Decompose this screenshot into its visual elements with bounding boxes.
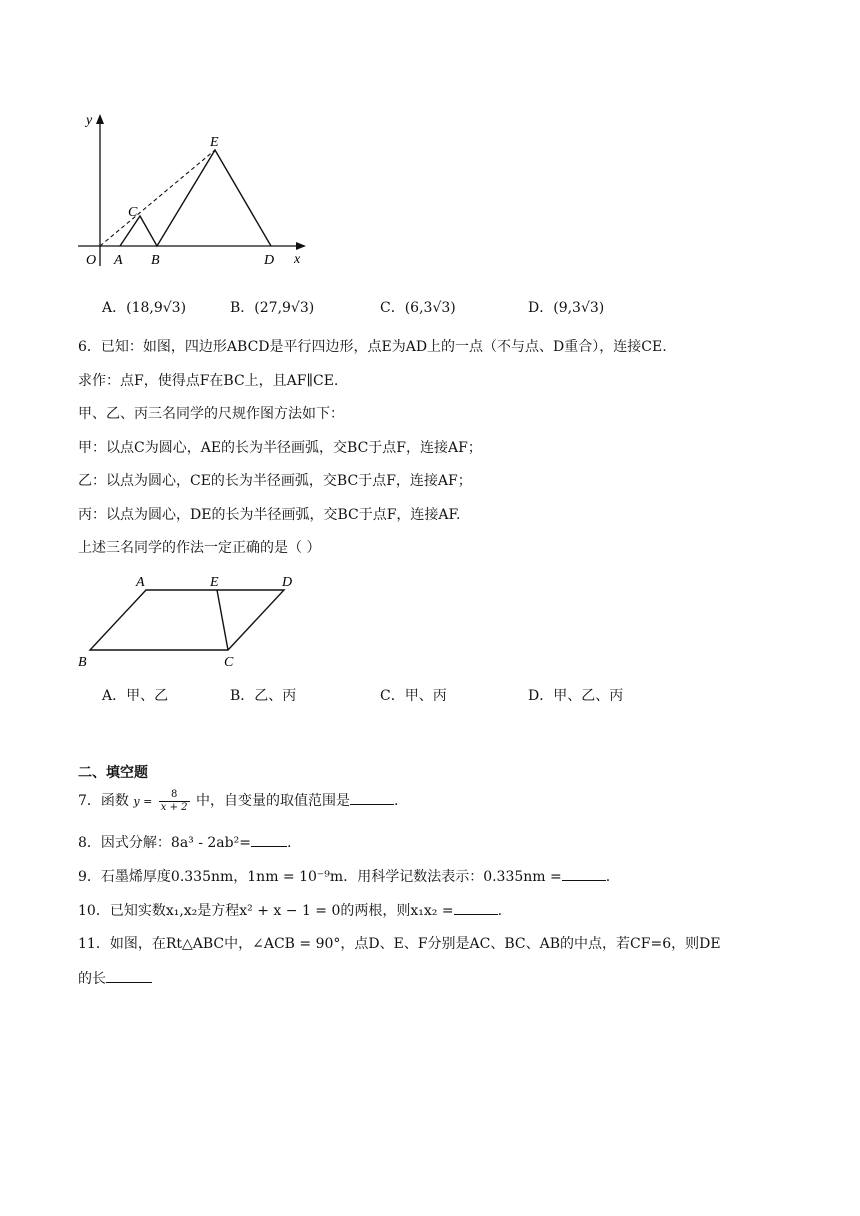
q8: 8．因式分解：8a³ - 2ab²= . bbox=[78, 832, 291, 853]
q11-line2: 的长 bbox=[78, 968, 152, 989]
q6-option-d[interactable]: D．甲、乙、丙 bbox=[528, 688, 624, 704]
q6-line4: 甲：以点C为圆心，AE的长为半径画弧，交BC于点F，连接AF； bbox=[78, 440, 482, 456]
para-label-C: C bbox=[224, 655, 234, 670]
q6-option-c[interactable]: C．甲、丙 bbox=[380, 688, 447, 704]
q7-blank[interactable] bbox=[350, 790, 394, 805]
label-O: O bbox=[86, 253, 97, 268]
q6-line6: 丙：以点为圆心，DE的长为半径画弧，交BC于点F，连接AF. bbox=[78, 507, 461, 523]
q10-blank[interactable] bbox=[454, 900, 498, 915]
coordinate-figure bbox=[78, 108, 318, 278]
q5-option-b[interactable]: B．(27,9√3) bbox=[230, 300, 315, 316]
q7-fraction: $\frac{8}{x + 2}$ bbox=[160, 788, 188, 813]
y-axis-label: y bbox=[86, 113, 93, 128]
q6-line3: 甲、乙、丙三名同学的尺规作图方法如下： bbox=[78, 406, 344, 422]
q5-option-a[interactable]: A．(18,9√3) bbox=[102, 300, 187, 316]
q6-line1: 6．已知：如图，四边形ABCD是平行四边形，点E为AD上的一点（不与点、D重合），连接CE. bbox=[78, 339, 667, 355]
q10: 10．已知实数x₁,x₂是方程x² + x − 1 = 0的两根，则x₁x₂ = . bbox=[78, 900, 502, 921]
q6-line7: 上述三名同学的作法一定正确的是（ ） bbox=[78, 540, 321, 556]
q8-blank[interactable] bbox=[251, 832, 287, 847]
x-axis-label: x bbox=[294, 252, 301, 267]
label-B: B bbox=[151, 253, 160, 268]
label-C: C bbox=[128, 205, 138, 220]
parallelogram-figure bbox=[76, 570, 316, 670]
para-label-D: D bbox=[282, 575, 293, 590]
q6-option-b[interactable]: B．乙、丙 bbox=[230, 688, 297, 704]
label-A: A bbox=[114, 253, 123, 268]
q11-blank[interactable] bbox=[106, 968, 152, 983]
q5-option-d[interactable]: D．(9,3√3) bbox=[528, 300, 605, 316]
section-title: 二、填空题 bbox=[78, 765, 148, 781]
q6-line5: 乙：以点为圆心，CE的长为半径画弧，交BC于点F，连接AF； bbox=[78, 473, 472, 489]
q7: 7．函数 y = $\frac{8}{x + 2}$ 中，自变量的取值范围是 . bbox=[78, 788, 399, 813]
q6-option-a[interactable]: A．甲、乙 bbox=[102, 688, 169, 704]
label-E: E bbox=[210, 135, 219, 150]
q9-blank[interactable] bbox=[562, 866, 606, 881]
para-label-B: B bbox=[78, 655, 87, 670]
q6-line2: 求作：点F，使得点F在BC上，且AF∥CE. bbox=[78, 373, 339, 389]
q9: 9．石墨烯厚度0.335nm，1nm = 10⁻⁹m．用科学记数法表示：0.335nm = . bbox=[78, 866, 610, 887]
q5-option-c[interactable]: C．(6,3√3) bbox=[380, 300, 456, 316]
para-label-E: E bbox=[210, 575, 219, 590]
label-D: D bbox=[264, 253, 275, 268]
para-label-A: A bbox=[136, 575, 145, 590]
q11-line1: 11．如图，在Rt△ABC中，∠ACB = 90°，点D、E、F分别是AC、BC、AB的中点，若CF=6，则DE bbox=[78, 936, 721, 952]
